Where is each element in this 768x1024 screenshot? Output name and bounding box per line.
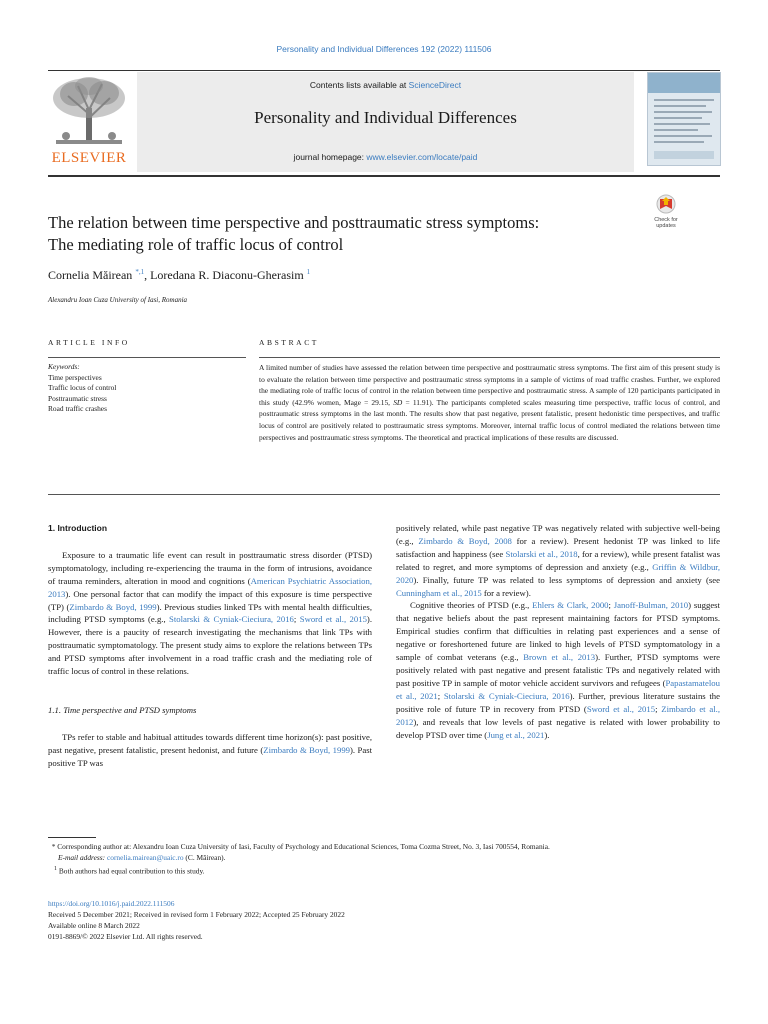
cover-image-icon [648, 73, 720, 165]
keyword-item: Time perspectives [48, 372, 102, 382]
subsection-heading: 1.1. Time perspective and PTSD symptoms [48, 704, 197, 715]
citation-link[interactable]: Zimbardo & Boyd, 2008 [418, 535, 512, 546]
text-run: ; [655, 703, 662, 714]
text-run: ). Further, previous literature sustains the positive role of future TP in recovery from PTSD ( [396, 690, 720, 714]
check-for-updates-badge[interactable] [646, 193, 686, 231]
section-heading-introduction: 1. Introduction [48, 523, 108, 533]
text-run: ). Further, PTSD symptoms were positively related with past negative and present fatalistic TPs and negatively related with past positive TP in sample of motor vehicle accident survivors and refugees ( [396, 652, 720, 688]
keyword-item: Road traffic crashes [48, 404, 107, 414]
received-dates: Received 5 December 2021; Received in revised form 1 February 2022; Accepted 25 February 2022 [48, 910, 345, 919]
text-run: ). [544, 729, 550, 740]
abstract-part-2: = 11.91). The participants completed scales measuring time perspective, traffic locus of control, and posttraumatic stress symptoms in the last month. The results show that past negative, present fatalistic, present hedonistic time perspectives, and traffic locus of control are positively related to posttraumatic stress symptoms. Moreover, internal traffic locus of control mediated the relations between time perspectives and posttraumatic stress symptoms. The theoretical and practical implications of these results are discussed. [259, 397, 720, 442]
author-2: Loredana R. Diaconu-Gherasim [150, 268, 304, 282]
paragraph [396, 522, 720, 599]
contents-line [137, 80, 634, 90]
abstract-bottom-rule [48, 494, 720, 495]
citation-link[interactable]: Zimbardo et al., 2012 [396, 703, 720, 727]
citation-link[interactable]: Cunningham et al., 2015 [396, 587, 482, 598]
title-line-1: The relation between time perspective and posttraumatic stress symptoms: [48, 213, 540, 232]
footnote-text: Corresponding author at: Alexandru Ioan Cuza University of Iasi, Faculty of Psychology and Educational Sciences, Toma Cozma Street, No. 3, Iasi 700554, Romania. [55, 842, 550, 851]
citation-link[interactable]: Papastamatelou et al., 2021 [396, 677, 720, 701]
text-run: Cognitive theories of PTSD (e.g., [410, 600, 533, 611]
footnote-contribution [48, 864, 720, 877]
text-run: ). One personal factor that can modify the impact of this exposure is time perspective (TP) ( [48, 588, 372, 612]
citation-link[interactable]: Stolarski et al., 2018 [505, 548, 578, 559]
sciencedirect-link[interactable]: ScienceDirect [408, 80, 462, 90]
keywords-block [48, 362, 246, 415]
citation-link[interactable]: Jung et al., 2021 [487, 729, 545, 740]
citation-link[interactable]: Stolarski & Cyniak-Cieciura, 2016 [169, 614, 294, 625]
keyword-item: Traffic locus of control [48, 383, 117, 393]
doi-link[interactable]: https://doi.org/10.1016/j.paid.2022.111506 [48, 899, 175, 908]
body-column-left [48, 522, 372, 770]
text-run: ). However, there is a paucity of research investigating the mechanisms that link TPs with posttraumatic symptomatology. The present study aims to explore the relations between TPs and PTSD symptoms after involvement in a road traffic crash and the mediating role of traffic locus of control in these relations. [48, 614, 372, 677]
homepage-line [137, 152, 634, 162]
journal-title: Personality and Individual Differences [254, 108, 517, 127]
text-run: ), and reveals that low levels of past negative is related with lower probability to develop PTSD over time ( [396, 716, 720, 740]
title-line-2: The mediating role of traffic locus of control [48, 235, 344, 254]
author-separator: , [144, 268, 151, 282]
author-2-marks[interactable]: 1 [306, 268, 311, 276]
text-run: ). Finally, future TP was related to less symptoms of depression and anxiety (see [413, 574, 720, 585]
text-run: ). Previous studies linked TPs with mental health difficulties, including PTSD symptoms (e.g., [48, 601, 372, 625]
paragraph [396, 599, 720, 741]
keywords-label: Keywords: [48, 362, 80, 371]
tree-icon [48, 74, 130, 150]
author-list [48, 268, 310, 283]
contents-prefix: Contents lists available at [309, 80, 409, 90]
article-info-rule [48, 357, 246, 358]
text-run: positively related, while past negative TP was negatively related with subjective well-being (e.g., [396, 523, 720, 546]
author-1-marks[interactable]: *,1 [135, 268, 145, 276]
check-updates-icon [646, 193, 686, 231]
homepage-link[interactable]: www.elsevier.com/locate/paid [366, 152, 478, 162]
citation-link[interactable]: Griffin & Wildbur, 2020 [396, 561, 721, 585]
paper-title [48, 212, 648, 256]
keyword-item: Posttraumatic stress [48, 393, 107, 403]
text-run: ; [608, 600, 614, 611]
text-run: ). Past positive TP was [48, 744, 373, 768]
citation-link[interactable]: Brown et al., 2013 [523, 652, 596, 663]
abstract-heading: ABSTRACT [259, 338, 319, 347]
text-run: TPs refer to stable and habitual attitudes towards different time horizon(s): past positive, past negative, present fatalistic, present hedonist, and future ( [48, 731, 372, 755]
abstract-rule [259, 357, 720, 358]
citation-link[interactable]: Janoff-Bulman, 2010 [613, 600, 689, 611]
text-run: for a review). Present hedonist TP was linked to life satisfaction and happiness (see [396, 535, 721, 559]
footnote-corresponding [48, 841, 720, 852]
citation-link[interactable]: Ehlers & Clark, 2000 [532, 600, 609, 611]
paragraph [48, 731, 372, 770]
citation-link[interactable]: Sword et al., 2015 [586, 703, 656, 714]
header-rule-top [48, 70, 720, 71]
citation-link[interactable]: Stolarski & Cyniak-Cieciura, 2016 [443, 690, 570, 701]
online-date: Available online 8 March 2022 [48, 921, 140, 930]
copyright: 0191-8869/© 2022 Elsevier Ltd. All rights reserved. [48, 932, 203, 941]
svg-text:Check for: Check for [654, 217, 678, 223]
svg-text:updates: updates [656, 223, 676, 229]
citation-link[interactable]: American Psychiatric Association, 2013 [48, 575, 372, 599]
email-link[interactable]: cornelia.mairean@uaic.ro [107, 853, 184, 863]
citation-link[interactable]: Zimbardo & Boyd, 1999 [263, 744, 351, 755]
email-suffix: (C. Măirean). [183, 853, 226, 863]
abstract-sd-label: SD [393, 397, 403, 407]
citation-link[interactable]: Zimbardo & Boyd, 1999 [69, 601, 157, 612]
journal-cover-thumbnail[interactable] [647, 72, 721, 166]
text-run: , for a review), while present fatalist was related to regret, and more symptoms of depression and anxiety (e.g., [396, 548, 720, 572]
text-run: Exposure to a traumatic life event can result in posttraumatic stress disorder (PTSD) symptomatology, including re-experiencing the trauma in the form of intrusions, avoidance of trauma reminders, alteration in mood and cognitions ( [48, 549, 372, 586]
text-run: ) suggest that negative beliefs about the past represent maintaining factors for PTSD symptoms. Empirical studies confirm that difficulties in relating past experiences and a sense of negative or foreshortened future are linked to high levels of PTSD symptomatology in a sample of combat veterans (e.g., [396, 600, 720, 663]
journal-reference[interactable]: Personality and Individual Differences 192 (2022) 111506 [276, 44, 492, 54]
header-rule-bottom [48, 175, 720, 177]
footnote-text: Both authors had equal contribution to this study. [57, 866, 205, 876]
footnote-mark: * [51, 842, 56, 851]
text-run: ; [437, 690, 444, 701]
footnote-rule [48, 837, 96, 838]
author-1: Cornelia Măirean [48, 268, 133, 282]
footnote-mark: 1 [54, 865, 57, 872]
abstract-part-1: A limited number of studies have assessed the relation between time perspective and posttraumatic stress symptoms. The first aim of this present study is to evaluate the relation between time perspective and posttraumatic stress symptoms in a sample of victims of road traffic crashes. Further, we explored the mediating role of traffic locus of control in the relation between time perspective and posttraumatic stress. A sample of 120 participants participated in this study (42.9% women, Mage = 29.15, [259, 363, 720, 407]
citation-link[interactable]: Sword et al., 2015 [299, 614, 367, 625]
abstract-text [259, 362, 720, 443]
publisher-wordmark: ELSEVIER [51, 150, 127, 166]
article-info-heading: ARTICLE INFO [48, 338, 130, 347]
homepage-prefix: journal homepage: [293, 152, 367, 162]
publication-meta [48, 898, 720, 942]
paragraph [48, 549, 372, 678]
footnote-email [48, 852, 720, 863]
affiliation: Alexandru Ioan Cuza University of Iasi, Romania [48, 296, 188, 304]
text-run: ; [293, 614, 300, 625]
body-column-right [396, 522, 720, 741]
footnotes [48, 841, 720, 877]
text-run: for a review). [481, 587, 531, 598]
email-label: E-mail address: [58, 853, 107, 863]
